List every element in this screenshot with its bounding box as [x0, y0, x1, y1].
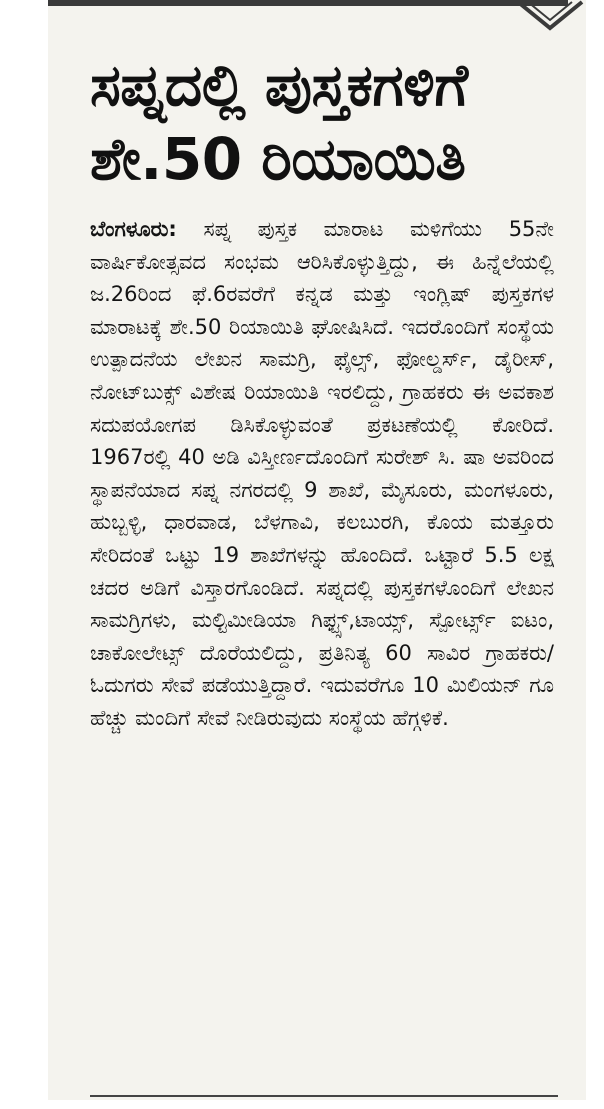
top-rule	[48, 0, 568, 6]
headline-line-2: ಶೇ.50 ರಿಯಾಯಿತಿ	[90, 125, 466, 193]
article-paragraph	[90, 213, 554, 735]
chevron-down-icon	[514, 0, 586, 34]
dateline: ಬೆಂಗಳೂರು:	[90, 217, 177, 241]
headline-line-1: ಸಪ್ನದಲ್ಲಿ ಪುಸ್ತಕಗಳಿಗೆ	[90, 51, 468, 119]
bottom-rule	[90, 1095, 558, 1097]
article-body	[90, 213, 554, 735]
article-text: ಸಪ್ನ ಪುಸ್ತಕ ಮಾರಾಟ ಮಳಿಗೆಯು 55ನೇ ವಾರ್ಷಿಕೋತ್ಸವದ ಸಂಭಮ ಆರಿಸಿಕೊಳ್ಳುತ್ತಿದ್ದು, ಈ ಹಿನ್ನೆಲೆಯಲ್ಲಿ ಜ.26ರಿಂದ ಫೆ.6ರವರೆಗೆ ಕನ್ನಡ ಮತ್ತು ಇಂಗ್ಲಿಷ್ ಪುಸ್ತಕಗಳ ಮಾರಾಟಕ್ಕೆ ಶೇ.50 ರಿಯಾಯಿತಿ ಘೋಷಿಸಿದೆ. ಇದರೊಂದಿಗೆ ಸಂಸ್ಥೆಯ ಉತ್ಪಾದನೆಯ ಲೇಖನ ಸಾಮಗ್ರಿ, ಫೈಲ್ಸ್, ಫೋಲ್ಡರ್ಸ್, ಡೈರೀಸ್, ನೋಟ್‌ಬುಕ್ಸ್ ವಿಶೇಷ ರಿಯಾಯಿತಿ ಇರಲಿದ್ದು, ಗ್ರಾಹಕರು ಈ ಅವಕಾಶ ಸದುಪಯೋಗಪ ಡಿಸಿಕೊಳ್ಳುವಂತೆ ಪ್ರಕಟಣೆಯಲ್ಲಿ ಕೋರಿದೆ. 1967ರಲ್ಲಿ 40 ಅಡಿ ವಿಸ್ತೀರ್ಣದೊಂದಿಗೆ ಸುರೇಶ್ ಸಿ. ಷಾ ಅವರಿಂದ ಸ್ಥಾಪನೆಯಾದ ಸಪ್ನ ನಗರದಲ್ಲಿ 9 ಶಾಖೆ, ಮೈಸೂರು, ಮಂಗಳೂರು, ಹುಬ್ಬಳ್ಳಿ, ಧಾರವಾಡ, ಬೆಳಗಾವಿ, ಕಲಬುರಗಿ, ಕೊಯ ಮತ್ತೂರು ಸೇರಿದಂತೆ ಒಟ್ಟು 19 ಶಾಖೆಗಳನ್ನು ಹೊಂದಿದೆ. ಒಟ್ಟಾರೆ 5.5 ಲಕ್ಷ ಚದರ ಅಡಿಗೆ ವಿಸ್ತಾರಗೊಂಡಿದೆ. ಸಪ್ನದಲ್ಲಿ ಪುಸ್ತಕಗಳೊಂದಿಗೆ ಲೇಖನ ಸಾಮಗ್ರಿಗಳು, ಮಲ್ಟಿಮೀಡಿಯಾ ಗಿಫ್ಟ್ಸ್,ಟಾಯ್ಸ್, ಸ್ಪೋರ್ಟ್ಸ್ ಐಟಂ, ಚಾಕೋಲೇಟ್ಸ್ ದೊರೆಯಲಿದ್ದು, ಪ್ರತಿನಿತ್ಯ 60 ಸಾವಿರ ಗ್ರಾಹಕರು/ ಓದುಗರು ಸೇವೆ ಪಡೆಯುತ್ತಿದ್ದಾರೆ. ಇದುವರೆಗೂ 10 ಮಿಲಿಯನ್ ಗೂ ಹೆಚ್ಚು ಮಂದಿಗೆ ಸೇವೆ ನೀಡಿರುವುದು ಸಂಸ್ಥೆಯ ಹೆಗ್ಗಳಿಕೆ.	[90, 217, 554, 730]
headline	[90, 48, 570, 196]
newspaper-clipping	[48, 0, 586, 1100]
